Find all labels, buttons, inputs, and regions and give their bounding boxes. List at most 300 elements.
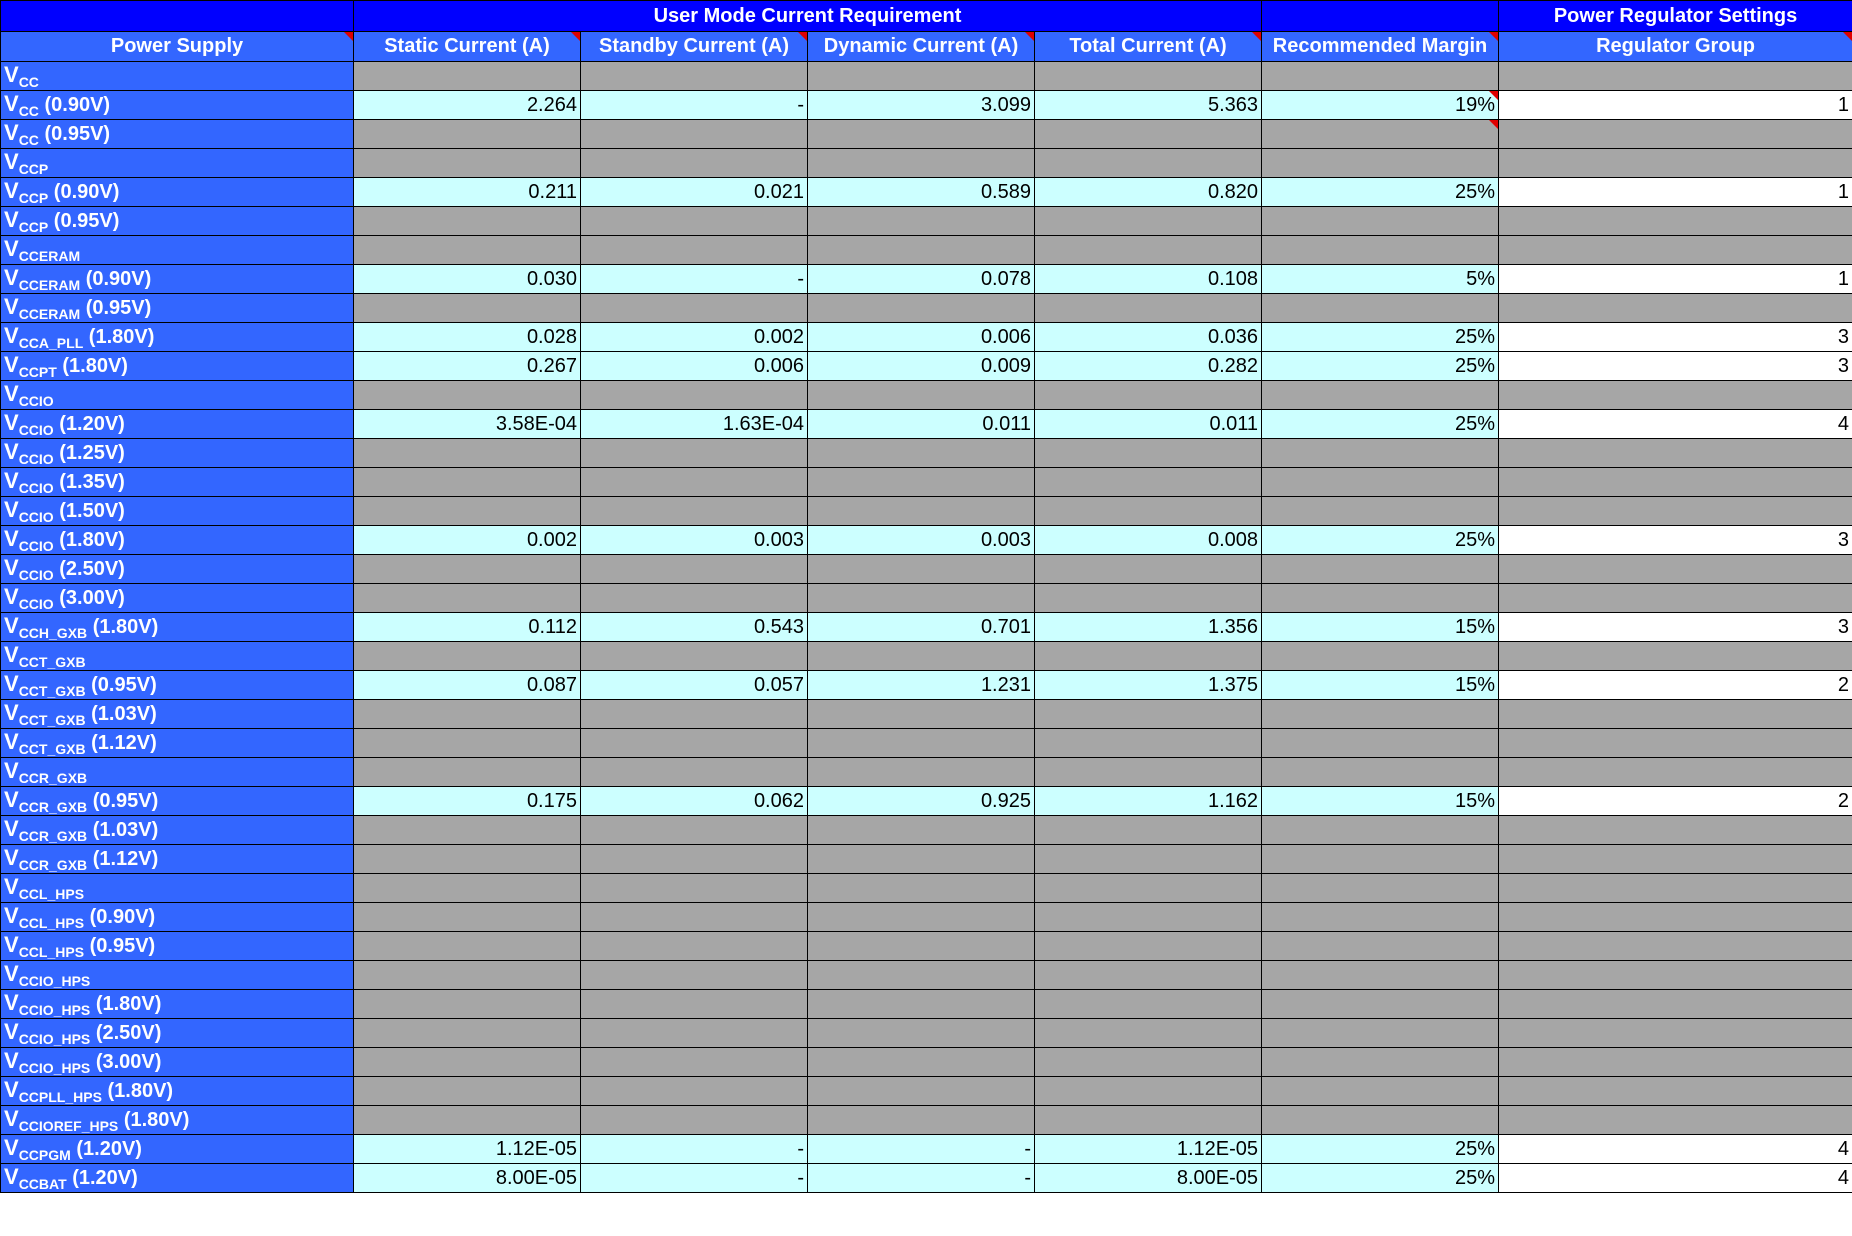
standby-current-cell[interactable]: [581, 729, 808, 758]
regulator-group-cell[interactable]: [1499, 555, 1852, 584]
recommended-margin-cell[interactable]: [1262, 555, 1499, 584]
dynamic-current-cell[interactable]: [808, 845, 1035, 874]
regulator-group-cell[interactable]: [1499, 758, 1852, 787]
dynamic-current-cell[interactable]: [808, 1077, 1035, 1106]
regulator-group-cell[interactable]: [1499, 120, 1852, 149]
total-current-cell[interactable]: 1.375: [1035, 671, 1262, 700]
regulator-group-cell[interactable]: [1499, 294, 1852, 323]
static-current-cell[interactable]: [354, 439, 581, 468]
total-current-cell[interactable]: 0.108: [1035, 265, 1262, 294]
static-current-cell[interactable]: [354, 961, 581, 990]
standby-current-cell[interactable]: [581, 149, 808, 178]
standby-current-cell[interactable]: [581, 497, 808, 526]
regulator-group-cell[interactable]: 3: [1499, 352, 1852, 381]
power-supply-name-cell[interactable]: [1, 265, 354, 294]
dynamic-current-cell[interactable]: [808, 642, 1035, 671]
col-header-standby-current[interactable]: Standby Current (A): [581, 32, 808, 62]
col-header-power-supply[interactable]: Power Supply: [1, 32, 354, 62]
dynamic-current-cell[interactable]: [808, 1106, 1035, 1135]
recommended-margin-cell[interactable]: [1262, 1077, 1499, 1106]
dynamic-current-cell[interactable]: 0.009: [808, 352, 1035, 381]
power-supply-name-cell[interactable]: [1, 323, 354, 352]
static-current-cell[interactable]: [354, 642, 581, 671]
power-supply-name-cell[interactable]: [1, 1135, 354, 1164]
dynamic-current-cell[interactable]: [808, 700, 1035, 729]
power-supply-name-cell[interactable]: [1, 497, 354, 526]
dynamic-current-cell[interactable]: [808, 468, 1035, 497]
regulator-group-cell[interactable]: [1499, 236, 1852, 265]
total-current-cell[interactable]: [1035, 207, 1262, 236]
supply-subscript-label: CCERAM: [18, 277, 81, 293]
static-current-cell[interactable]: 8.00E-05: [354, 1164, 581, 1193]
standby-current-cell[interactable]: -: [581, 1135, 808, 1164]
standby-current-cell[interactable]: 0.057: [581, 671, 808, 700]
static-current-cell[interactable]: [354, 1106, 581, 1135]
standby-current-cell[interactable]: [581, 1048, 808, 1077]
table-row: [1, 700, 1852, 729]
regulator-group-cell[interactable]: 3: [1499, 613, 1852, 642]
power-supply-name-cell[interactable]: [1, 584, 354, 613]
total-current-cell[interactable]: [1035, 120, 1262, 149]
static-current-cell[interactable]: [354, 874, 581, 903]
power-supply-name-cell[interactable]: [1, 178, 354, 207]
dynamic-current-cell[interactable]: [808, 903, 1035, 932]
power-supply-name-cell[interactable]: [1, 700, 354, 729]
static-current-cell[interactable]: [354, 294, 581, 323]
power-supply-name-cell[interactable]: [1, 1077, 354, 1106]
static-current-cell[interactable]: [354, 468, 581, 497]
standby-current-cell[interactable]: -: [581, 265, 808, 294]
col-header-total-current[interactable]: Total Current (A): [1035, 32, 1262, 62]
standby-current-cell[interactable]: [581, 584, 808, 613]
recommended-margin-cell[interactable]: [1262, 816, 1499, 845]
dynamic-current-cell[interactable]: [808, 874, 1035, 903]
static-current-cell[interactable]: [354, 1048, 581, 1077]
dynamic-current-cell[interactable]: [808, 236, 1035, 265]
recommended-margin-cell[interactable]: 25%: [1262, 178, 1499, 207]
recommended-margin-cell[interactable]: 25%: [1262, 1164, 1499, 1193]
standby-current-cell[interactable]: [581, 1106, 808, 1135]
regulator-group-cell[interactable]: [1499, 1077, 1852, 1106]
dynamic-current-cell[interactable]: [808, 816, 1035, 845]
recommended-margin-cell[interactable]: 15%: [1262, 671, 1499, 700]
total-current-cell[interactable]: [1035, 816, 1262, 845]
dynamic-current-cell[interactable]: [808, 439, 1035, 468]
recommended-margin-cell[interactable]: [1262, 729, 1499, 758]
recommended-margin-cell[interactable]: [1262, 236, 1499, 265]
recommended-margin-cell[interactable]: [1262, 497, 1499, 526]
recommended-margin-cell[interactable]: [1262, 381, 1499, 410]
total-current-cell[interactable]: [1035, 236, 1262, 265]
static-current-cell[interactable]: [354, 1019, 581, 1048]
recommended-margin-cell[interactable]: [1262, 700, 1499, 729]
total-current-cell[interactable]: 0.282: [1035, 352, 1262, 381]
power-supply-name-cell[interactable]: [1, 236, 354, 265]
regulator-group-cell[interactable]: [1499, 497, 1852, 526]
user-mode-header[interactable]: User Mode Current Requirement: [354, 1, 1262, 32]
static-current-cell[interactable]: [354, 845, 581, 874]
standby-current-cell[interactable]: [581, 294, 808, 323]
power-supply-name-cell[interactable]: [1, 845, 354, 874]
regulator-group-cell[interactable]: [1499, 1048, 1852, 1077]
total-current-cell[interactable]: [1035, 758, 1262, 787]
recommended-margin-cell[interactable]: 15%: [1262, 787, 1499, 816]
standby-current-cell[interactable]: -: [581, 91, 808, 120]
power-supply-name-cell[interactable]: [1, 207, 354, 236]
regulator-group-cell[interactable]: 1: [1499, 178, 1852, 207]
total-current-cell[interactable]: [1035, 700, 1262, 729]
regulator-group-cell[interactable]: 1: [1499, 265, 1852, 294]
power-supply-name-cell[interactable]: [1, 1106, 354, 1135]
static-current-cell[interactable]: 0.087: [354, 671, 581, 700]
power-supply-name-cell[interactable]: [1, 787, 354, 816]
static-current-cell[interactable]: [354, 207, 581, 236]
standby-current-cell[interactable]: [581, 932, 808, 961]
power-supply-name-cell[interactable]: [1, 149, 354, 178]
dynamic-current-cell[interactable]: [808, 1019, 1035, 1048]
dynamic-current-cell[interactable]: 0.003: [808, 526, 1035, 555]
power-supply-name-cell[interactable]: [1, 613, 354, 642]
total-current-cell[interactable]: [1035, 642, 1262, 671]
supply-base-label: V: [4, 1164, 19, 1189]
total-current-cell[interactable]: [1035, 903, 1262, 932]
standby-current-cell[interactable]: [581, 758, 808, 787]
standby-current-cell[interactable]: [581, 642, 808, 671]
dynamic-current-cell[interactable]: 0.925: [808, 787, 1035, 816]
regulator-group-cell[interactable]: [1499, 468, 1852, 497]
total-current-cell[interactable]: 0.011: [1035, 410, 1262, 439]
recommended-margin-cell[interactable]: [1262, 1106, 1499, 1135]
total-current-cell[interactable]: [1035, 990, 1262, 1019]
dynamic-current-cell[interactable]: [808, 932, 1035, 961]
standby-current-cell[interactable]: [581, 700, 808, 729]
recommended-margin-cell[interactable]: 5%: [1262, 265, 1499, 294]
standby-current-cell[interactable]: 0.021: [581, 178, 808, 207]
recommended-margin-cell[interactable]: [1262, 758, 1499, 787]
static-current-cell[interactable]: [354, 729, 581, 758]
standby-current-cell[interactable]: [581, 874, 808, 903]
total-current-cell[interactable]: 5.363: [1035, 91, 1262, 120]
dynamic-current-cell[interactable]: -: [808, 1164, 1035, 1193]
power-supply-name-cell[interactable]: [1, 990, 354, 1019]
power-supply-name-cell[interactable]: [1, 352, 354, 381]
standby-current-cell[interactable]: [581, 439, 808, 468]
col-header-recommended-margin[interactable]: Recommended Margin: [1262, 32, 1499, 62]
static-current-cell[interactable]: 0.112: [354, 613, 581, 642]
recommended-margin-cell[interactable]: [1262, 120, 1499, 149]
standby-current-cell[interactable]: 0.062: [581, 787, 808, 816]
recommended-margin-cell[interactable]: [1262, 439, 1499, 468]
regulator-group-cell[interactable]: [1499, 62, 1852, 91]
static-current-cell[interactable]: 3.58E-04: [354, 410, 581, 439]
dynamic-current-cell[interactable]: 0.006: [808, 323, 1035, 352]
standby-current-cell[interactable]: 0.006: [581, 352, 808, 381]
recommended-margin-cell[interactable]: [1262, 294, 1499, 323]
standby-current-cell[interactable]: [581, 961, 808, 990]
static-current-cell[interactable]: [354, 1077, 581, 1106]
total-current-cell[interactable]: 1.162: [1035, 787, 1262, 816]
static-current-cell[interactable]: [354, 555, 581, 584]
regulator-group-cell[interactable]: 4: [1499, 1135, 1852, 1164]
power-supply-name-cell[interactable]: [1, 1164, 354, 1193]
dynamic-current-cell[interactable]: [808, 62, 1035, 91]
recommended-margin-cell[interactable]: [1262, 990, 1499, 1019]
recommended-margin-cell[interactable]: [1262, 1019, 1499, 1048]
regulator-group-cell[interactable]: [1499, 729, 1852, 758]
power-supply-name-cell[interactable]: [1, 439, 354, 468]
supply-voltage-label: (1.35V): [53, 471, 125, 493]
power-supply-name-cell[interactable]: [1, 932, 354, 961]
static-current-cell[interactable]: [354, 816, 581, 845]
standby-current-cell[interactable]: [581, 207, 808, 236]
col-header-dynamic-current[interactable]: Dynamic Current (A): [808, 32, 1035, 62]
power-supply-name-cell[interactable]: [1, 729, 354, 758]
total-current-cell[interactable]: [1035, 1106, 1262, 1135]
recommended-margin-cell[interactable]: [1262, 903, 1499, 932]
recommended-margin-cell[interactable]: 25%: [1262, 410, 1499, 439]
table-row: [1, 874, 1852, 903]
dynamic-current-cell[interactable]: [808, 120, 1035, 149]
total-current-cell[interactable]: [1035, 62, 1262, 91]
total-current-cell[interactable]: [1035, 729, 1262, 758]
power-supply-name-cell[interactable]: [1, 62, 354, 91]
supply-base-label: V: [4, 91, 19, 116]
regulator-group-cell[interactable]: 4: [1499, 1164, 1852, 1193]
regulator-group-cell[interactable]: [1499, 584, 1852, 613]
total-current-cell[interactable]: [1035, 439, 1262, 468]
regulator-group-cell[interactable]: [1499, 700, 1852, 729]
regulator-group-cell[interactable]: [1499, 874, 1852, 903]
dynamic-current-cell[interactable]: [808, 555, 1035, 584]
total-current-cell[interactable]: 0.820: [1035, 178, 1262, 207]
total-current-cell[interactable]: [1035, 584, 1262, 613]
standby-current-cell[interactable]: [581, 903, 808, 932]
static-current-cell[interactable]: 2.264: [354, 91, 581, 120]
recommended-margin-cell[interactable]: [1262, 642, 1499, 671]
regulator-group-cell[interactable]: [1499, 932, 1852, 961]
dynamic-current-cell[interactable]: -: [808, 1135, 1035, 1164]
recommended-margin-cell[interactable]: [1262, 961, 1499, 990]
dynamic-current-cell[interactable]: 1.231: [808, 671, 1035, 700]
total-current-cell[interactable]: [1035, 149, 1262, 178]
total-current-cell[interactable]: [1035, 555, 1262, 584]
recommended-margin-cell[interactable]: 25%: [1262, 323, 1499, 352]
standby-current-cell[interactable]: [581, 1077, 808, 1106]
power-supply-name-cell[interactable]: [1, 903, 354, 932]
recommended-margin-cell[interactable]: 25%: [1262, 352, 1499, 381]
total-current-cell[interactable]: [1035, 468, 1262, 497]
static-current-cell[interactable]: [354, 497, 581, 526]
total-current-cell[interactable]: [1035, 497, 1262, 526]
power-supply-name-cell[interactable]: [1, 1048, 354, 1077]
power-supply-name-cell[interactable]: [1, 120, 354, 149]
supply-subscript-label: CCR_GXB: [18, 799, 88, 815]
static-current-cell[interactable]: 0.267: [354, 352, 581, 381]
standby-current-cell[interactable]: [581, 555, 808, 584]
standby-current-cell[interactable]: [581, 468, 808, 497]
static-current-cell[interactable]: 0.002: [354, 526, 581, 555]
dynamic-current-cell[interactable]: 0.078: [808, 265, 1035, 294]
power-supply-name-cell[interactable]: [1, 874, 354, 903]
supply-voltage-label: (0.90V): [48, 181, 120, 203]
regulator-group-cell[interactable]: 1: [1499, 91, 1852, 120]
power-supply-name-cell[interactable]: [1, 758, 354, 787]
dynamic-current-cell[interactable]: [808, 961, 1035, 990]
supply-base-label: V: [4, 410, 19, 435]
recommended-margin-cell[interactable]: 15%: [1262, 613, 1499, 642]
supply-base-label: V: [4, 62, 19, 87]
power-regulator-header[interactable]: Power Regulator Settings: [1499, 1, 1852, 32]
power-supply-name-cell[interactable]: [1, 468, 354, 497]
static-current-cell[interactable]: [354, 149, 581, 178]
dynamic-current-cell[interactable]: [808, 990, 1035, 1019]
total-current-cell[interactable]: [1035, 874, 1262, 903]
power-supply-name-cell[interactable]: [1, 671, 354, 700]
standby-current-cell[interactable]: [581, 381, 808, 410]
dynamic-current-cell[interactable]: [808, 497, 1035, 526]
power-supply-name-cell[interactable]: [1, 961, 354, 990]
power-supply-name-cell[interactable]: [1, 91, 354, 120]
recommended-margin-cell[interactable]: [1262, 1048, 1499, 1077]
regulator-group-cell[interactable]: [1499, 439, 1852, 468]
supply-subscript-label: CCPGM: [18, 1147, 71, 1163]
total-current-cell[interactable]: [1035, 381, 1262, 410]
regulator-group-cell[interactable]: [1499, 961, 1852, 990]
regulator-group-cell[interactable]: [1499, 381, 1852, 410]
supply-subscript-label: CCIO: [18, 422, 54, 438]
dynamic-current-cell[interactable]: [808, 729, 1035, 758]
standby-current-cell[interactable]: [581, 236, 808, 265]
total-current-cell[interactable]: 1.12E-05: [1035, 1135, 1262, 1164]
regulator-group-cell[interactable]: [1499, 642, 1852, 671]
dynamic-current-cell[interactable]: 3.099: [808, 91, 1035, 120]
dynamic-current-cell[interactable]: 0.589: [808, 178, 1035, 207]
regulator-group-cell[interactable]: [1499, 207, 1852, 236]
static-current-cell[interactable]: [354, 584, 581, 613]
total-current-cell[interactable]: [1035, 1048, 1262, 1077]
regulator-group-cell[interactable]: [1499, 1019, 1852, 1048]
regulator-group-cell[interactable]: [1499, 816, 1852, 845]
static-current-cell[interactable]: 0.175: [354, 787, 581, 816]
standby-current-cell[interactable]: [581, 1019, 808, 1048]
standby-current-cell[interactable]: -: [581, 1164, 808, 1193]
static-current-cell[interactable]: 1.12E-05: [354, 1135, 581, 1164]
recommended-margin-cell[interactable]: [1262, 149, 1499, 178]
regulator-group-cell[interactable]: 2: [1499, 787, 1852, 816]
total-current-cell[interactable]: [1035, 845, 1262, 874]
col-header-static-current[interactable]: Static Current (A): [354, 32, 581, 62]
dynamic-current-cell[interactable]: 0.701: [808, 613, 1035, 642]
recommended-margin-cell[interactable]: 19%: [1262, 91, 1499, 120]
col-header-regulator-group[interactable]: Regulator Group: [1499, 32, 1852, 62]
total-current-cell[interactable]: [1035, 294, 1262, 323]
recommended-margin-cell[interactable]: [1262, 874, 1499, 903]
recommended-margin-cell[interactable]: 25%: [1262, 1135, 1499, 1164]
power-supply-name-cell[interactable]: [1, 1019, 354, 1048]
static-current-cell[interactable]: [354, 758, 581, 787]
total-current-cell[interactable]: [1035, 932, 1262, 961]
recommended-margin-cell[interactable]: 25%: [1262, 526, 1499, 555]
dynamic-current-cell[interactable]: [808, 294, 1035, 323]
power-supply-name-cell[interactable]: [1, 555, 354, 584]
static-current-cell[interactable]: 0.030: [354, 265, 581, 294]
total-current-cell[interactable]: [1035, 1077, 1262, 1106]
recommended-margin-cell[interactable]: [1262, 932, 1499, 961]
standby-current-cell[interactable]: [581, 990, 808, 1019]
dynamic-current-cell[interactable]: 0.011: [808, 410, 1035, 439]
total-current-cell[interactable]: 1.356: [1035, 613, 1262, 642]
supply-subscript-label: CCL_HPS: [18, 886, 85, 902]
dynamic-current-cell[interactable]: [808, 584, 1035, 613]
total-current-cell[interactable]: 0.036: [1035, 323, 1262, 352]
static-current-cell[interactable]: [354, 236, 581, 265]
standby-current-cell[interactable]: [581, 62, 808, 91]
standby-current-cell[interactable]: 0.002: [581, 323, 808, 352]
regulator-group-cell[interactable]: [1499, 845, 1852, 874]
static-current-cell[interactable]: [354, 62, 581, 91]
regulator-group-cell[interactable]: [1499, 1106, 1852, 1135]
dynamic-current-cell[interactable]: [808, 758, 1035, 787]
power-supply-name-cell[interactable]: [1, 294, 354, 323]
regulator-group-cell[interactable]: [1499, 990, 1852, 1019]
static-current-cell[interactable]: 0.028: [354, 323, 581, 352]
supply-subscript-label: CCIO: [18, 509, 54, 525]
static-current-cell[interactable]: [354, 903, 581, 932]
static-current-cell[interactable]: 0.211: [354, 178, 581, 207]
recommended-margin-cell[interactable]: [1262, 584, 1499, 613]
recommended-margin-cell[interactable]: [1262, 845, 1499, 874]
dynamic-current-cell[interactable]: [808, 149, 1035, 178]
static-current-cell[interactable]: [354, 120, 581, 149]
dynamic-current-cell[interactable]: [808, 381, 1035, 410]
dynamic-current-cell[interactable]: [808, 1048, 1035, 1077]
power-supply-name-cell[interactable]: [1, 381, 354, 410]
total-current-cell[interactable]: [1035, 961, 1262, 990]
standby-current-cell[interactable]: 1.63E-04: [581, 410, 808, 439]
standby-current-cell[interactable]: [581, 120, 808, 149]
standby-current-cell[interactable]: 0.543: [581, 613, 808, 642]
regulator-group-cell[interactable]: 2: [1499, 671, 1852, 700]
total-current-cell[interactable]: 0.008: [1035, 526, 1262, 555]
regulator-group-cell[interactable]: 4: [1499, 410, 1852, 439]
standby-current-cell[interactable]: [581, 845, 808, 874]
regulator-group-cell[interactable]: [1499, 149, 1852, 178]
regulator-group-cell[interactable]: 3: [1499, 526, 1852, 555]
regulator-group-cell[interactable]: 3: [1499, 323, 1852, 352]
recommended-margin-cell[interactable]: [1262, 468, 1499, 497]
supply-voltage-label: (1.12V): [87, 848, 159, 870]
power-supply-name-cell[interactable]: [1, 526, 354, 555]
static-current-cell[interactable]: [354, 381, 581, 410]
static-current-cell[interactable]: [354, 932, 581, 961]
power-supply-name-cell[interactable]: [1, 816, 354, 845]
standby-current-cell[interactable]: [581, 816, 808, 845]
dynamic-current-cell[interactable]: [808, 207, 1035, 236]
standby-current-cell[interactable]: 0.003: [581, 526, 808, 555]
regulator-group-cell[interactable]: [1499, 903, 1852, 932]
power-supply-name-cell[interactable]: [1, 642, 354, 671]
blank-header-cell[interactable]: [1, 1, 354, 32]
total-current-cell[interactable]: [1035, 1019, 1262, 1048]
supply-base-label: V: [4, 729, 19, 754]
blank-header-cell[interactable]: [1262, 1, 1499, 32]
static-current-cell[interactable]: [354, 700, 581, 729]
static-current-cell[interactable]: [354, 990, 581, 1019]
power-supply-name-cell[interactable]: [1, 410, 354, 439]
total-current-cell[interactable]: 8.00E-05: [1035, 1164, 1262, 1193]
recommended-margin-cell[interactable]: [1262, 62, 1499, 91]
recommended-margin-cell[interactable]: [1262, 207, 1499, 236]
